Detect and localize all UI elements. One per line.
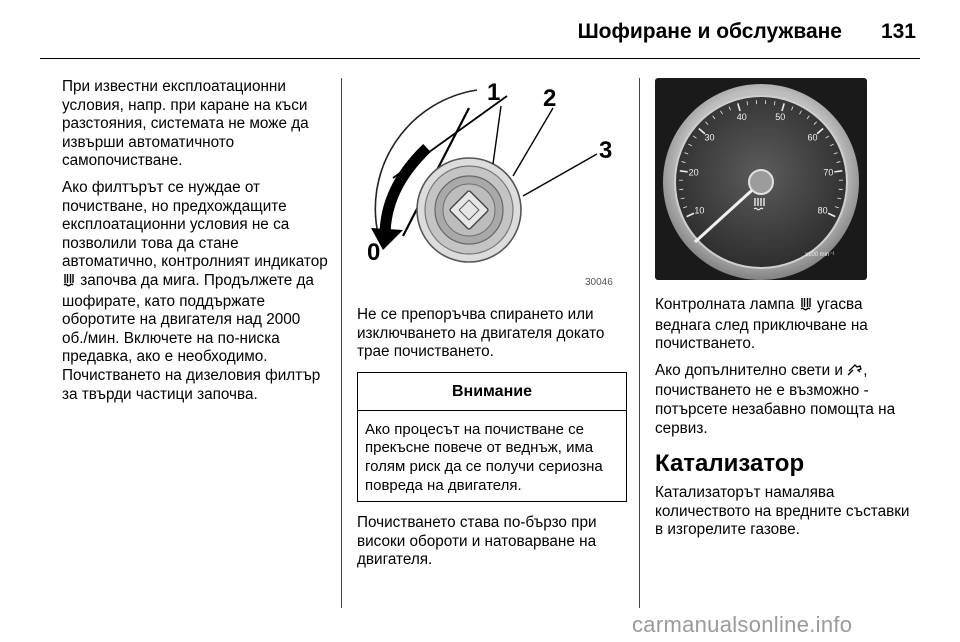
gauge-hub bbox=[749, 170, 773, 194]
tachometer-figure bbox=[655, 78, 867, 280]
column-divider-2 bbox=[639, 78, 640, 608]
paragraph-1: При известни експлоатационни условия, напр. при каране на къси разстояния, системата не може да извърши автоматичното самопочистване. bbox=[62, 78, 309, 170]
gauge-tick-label: 60 bbox=[807, 132, 818, 143]
gauge-unit: x100 min⁻¹ bbox=[805, 252, 835, 258]
paragraph-2-text-a: Ако филтърът се нуждае от почистване, но предхождащите експлоатационни условия не са позволили това да стане автоматично, контролният индикатор bbox=[62, 178, 328, 271]
page-title: Шофиране и обслужване bbox=[577, 20, 842, 43]
column-1 bbox=[62, 78, 330, 412]
paragraph-6-text-b: , почистването не е възможно - потърсете незабавно помощта на сервиз. bbox=[655, 361, 896, 437]
gauge-tick-label: 40 bbox=[736, 111, 747, 122]
figure-ref-number: 30046 bbox=[585, 277, 613, 288]
header-rule bbox=[40, 58, 920, 59]
callout-2: 2 bbox=[543, 85, 557, 112]
paragraph-2 bbox=[62, 179, 330, 404]
warning-body: Ако процесът на почистване се прекъсне повече от веднъж, има голям риск да се получи сериозна повреда на двигателя. bbox=[365, 420, 603, 494]
paragraph-5-text-b: угасва веднага след приключване на почистването. bbox=[655, 296, 868, 353]
paragraph-5 bbox=[655, 296, 917, 354]
callout-3: 3 bbox=[599, 137, 613, 164]
ignition-figure bbox=[357, 78, 625, 292]
column-2 bbox=[357, 78, 627, 578]
page-number: 131 bbox=[880, 20, 916, 43]
dpf-filter-icon bbox=[799, 297, 813, 317]
gauge-tick-label: 20 bbox=[688, 167, 699, 178]
gauge-tick-label: 50 bbox=[775, 111, 786, 122]
gauge-tick-label: 30 bbox=[704, 132, 715, 143]
warning-title: Внимание bbox=[358, 373, 626, 411]
dpf-filter-icon bbox=[62, 273, 76, 293]
paragraph-6 bbox=[655, 362, 917, 438]
paragraph-2-text-b: започва да мига. Продължете да шофирате, като поддържате оборотите на двигателя над 2000 об./мин. Включете на по-ниска предавка, ако е необходимо. Почистването на дизеловия филтър за твърди частици започва. bbox=[62, 271, 321, 403]
callout-1: 1 bbox=[487, 79, 501, 106]
paragraph-6-text-a: Ако допълнително свети и bbox=[655, 361, 848, 379]
column-divider-1 bbox=[341, 78, 342, 608]
gauge-tick-mark bbox=[834, 171, 842, 172]
paragraph-4: Почистването става по-бързо при високи обороти и натоварване на двигателя. bbox=[357, 514, 597, 569]
paragraph-5-text-a: Контролната лампа bbox=[655, 296, 799, 313]
section-title: Катализатор bbox=[655, 450, 805, 478]
callout-0: 0 bbox=[367, 239, 381, 266]
gauge-tick-label: 10 bbox=[694, 205, 705, 216]
watermark: carmanualsonline.info bbox=[632, 612, 853, 637]
page-header bbox=[0, 0, 960, 62]
warning-box bbox=[357, 372, 627, 502]
gauge-tick-label: 80 bbox=[817, 205, 828, 216]
paragraph-7: Катализаторът намалява количеството на вредните съставки в изгорелите газове. bbox=[655, 484, 910, 539]
service-wrench-icon bbox=[847, 363, 863, 383]
gauge-tick-mark bbox=[680, 171, 688, 172]
column-3 bbox=[655, 78, 917, 548]
paragraph-3: Не се препоръчва спирането или изключването на двигателя докато трае почистването. bbox=[357, 306, 605, 361]
gauge-tick-label: 70 bbox=[823, 167, 834, 178]
